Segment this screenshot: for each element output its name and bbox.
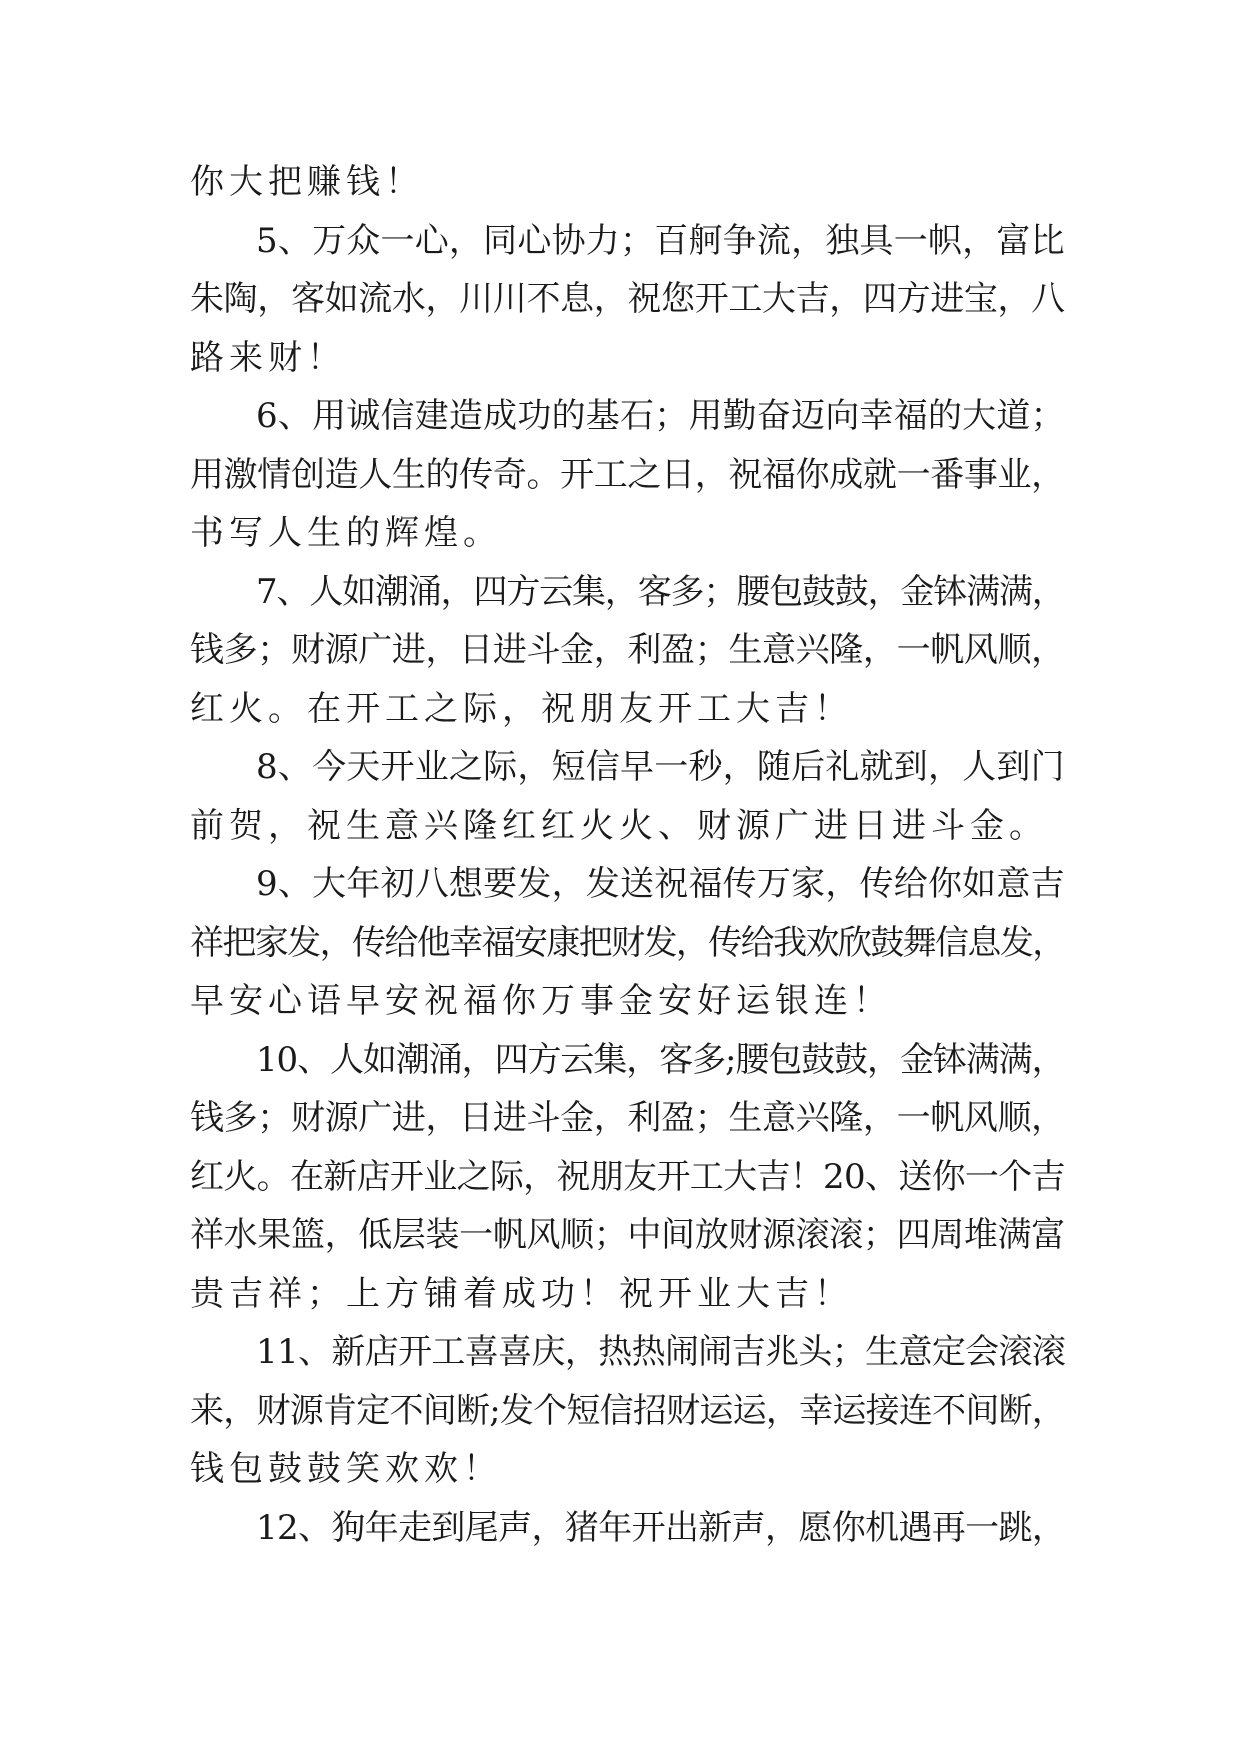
paragraph-p6 xyxy=(190,387,1070,563)
text-line: 钱多；财源广进，日进斗金，利盈；生意兴隆，一帆风顺， xyxy=(190,1098,1065,1138)
paragraph-p8 xyxy=(190,738,1070,855)
text-line: 10、人如潮涌，四方云集，客多;腰包鼓鼓，金钵满满， xyxy=(256,1039,1065,1080)
paragraph-p12 xyxy=(190,1499,1070,1558)
paragraph-p9 xyxy=(190,855,1070,1031)
paragraph-p7 xyxy=(190,563,1070,739)
text-line: 6、用诚信建造成功的基石；用勤奋迈向幸福的大道； xyxy=(256,396,1065,436)
text-line: 红火。在开工之际，祝朋友开工大吉！ xyxy=(190,688,853,729)
text-line: 来，财源肯定不间断;发个短信招财运运，幸运接连不间断， xyxy=(190,1390,1066,1431)
text-line: 红火。在新店开业之际，祝朋友开工大吉！20、送你一个吉 xyxy=(190,1156,1065,1197)
text-line: 朱陶，客如流水，川川不息，祝您开工大吉，四方进宝，八 xyxy=(190,279,1065,319)
text-line: 7、人如潮涌，四方云集，客多；腰包鼓鼓，金钵满满， xyxy=(256,571,1065,612)
text-line: 贵吉祥；上方铺着成功！祝开业大吉！ xyxy=(190,1273,853,1314)
paragraph-p5 xyxy=(190,212,1070,388)
paragraph-p10 xyxy=(190,1031,1070,1324)
text-line: 钱多；财源广进，日进斗金，利盈；生意兴隆，一帆风顺， xyxy=(190,630,1065,670)
text-line: 早安心语早安祝福你万事金安好运银连！ xyxy=(190,981,892,1021)
document-body xyxy=(190,153,1070,1557)
text-line: 8、今天开业之际，短信早一秒，随后礼就到，人到门 xyxy=(256,747,1065,787)
text-line: 用激情创造人生的传奇。开工之日，祝福你成就一番事业， xyxy=(190,454,1065,495)
paragraph-p11 xyxy=(190,1323,1070,1499)
text-line: 9、大年初八想要发，发送祝福传万家，传给你如意吉 xyxy=(256,864,1065,904)
text-line: 祥水果篮，低层装一帆风顺；中间放财源滚滚；四周堆满富 xyxy=(190,1215,1065,1255)
text-line: 前贺，祝生意兴隆红红火火、财源广进日进斗金。 xyxy=(190,805,1048,846)
text-line: 11、新店开工喜喜庆，热热闹闹吉兆头；生意定会滚滚 xyxy=(256,1332,1066,1372)
text-line: 祥把家发，传给他幸福安康把财发，传给我欢欣鼓舞信息发， xyxy=(190,922,1065,963)
text-line: 5、万众一心，同心协力；百舸争流，独具一帜，富比 xyxy=(256,220,1065,261)
paragraph-p-continued xyxy=(190,153,1070,212)
text-line: 12、狗年走到尾声，猪年开出新声，愿你机遇再一跳， xyxy=(256,1507,1066,1548)
text-line: 钱包鼓鼓笑欢欢！ xyxy=(190,1449,502,1489)
text-line: 路来财！ xyxy=(190,337,346,378)
text-line: 你大把赚钱！ xyxy=(190,162,424,202)
text-line: 书写人生的辉煌。 xyxy=(190,513,502,553)
